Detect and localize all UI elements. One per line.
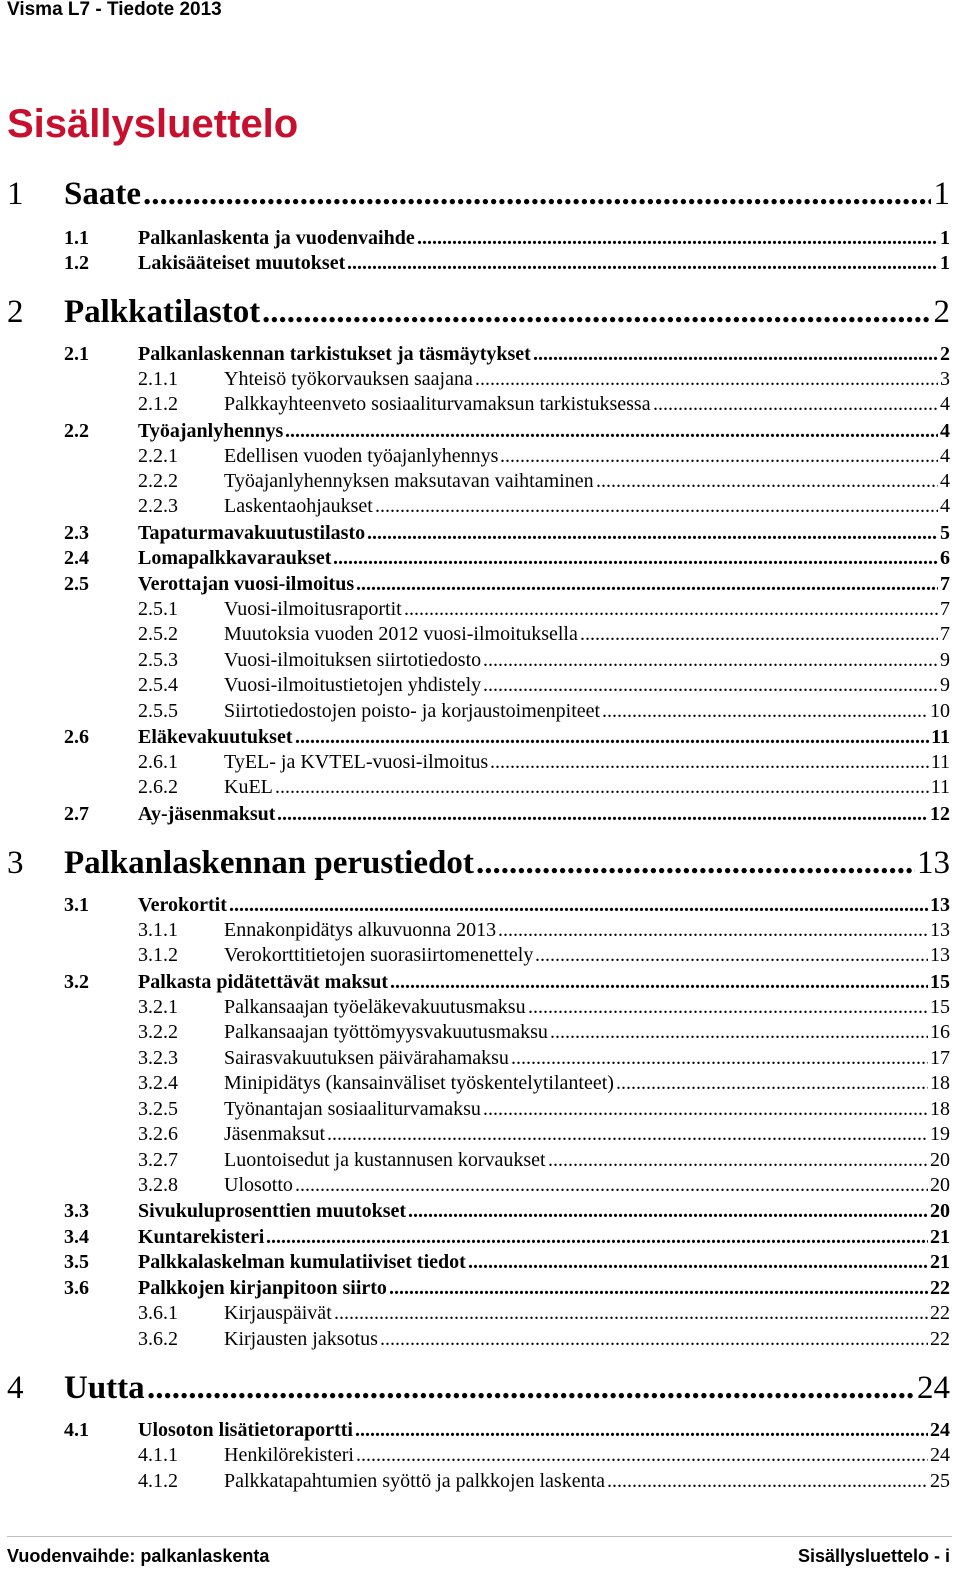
toc-entry-label: Lakisääteiset muutokset <box>138 252 346 274</box>
toc-entry-label: Lomapalkkavaraukset <box>138 547 332 569</box>
toc-entry-page: 4 <box>940 495 950 517</box>
toc-entry-page: 1 <box>940 227 950 249</box>
toc-entry-level-2[interactable] <box>64 971 950 995</box>
toc-dot-leader <box>390 971 928 994</box>
toc-entry-page: 15 <box>930 971 950 993</box>
toc-entry-level-3[interactable] <box>138 368 950 392</box>
toc-entry-level-3[interactable] <box>138 1021 950 1045</box>
toc-entry-number: 2.1.2 <box>138 393 178 415</box>
toc-dot-leader <box>333 547 938 570</box>
toc-entry-page: 22 <box>930 1328 950 1350</box>
toc-entry-number: 3.2.7 <box>138 1149 178 1171</box>
toc-entry-level-1[interactable] <box>7 845 950 885</box>
toc-entry-level-3[interactable] <box>138 1174 950 1198</box>
toc-entry-number: 3.2.4 <box>138 1072 178 1094</box>
toc-entry-level-3[interactable] <box>138 393 950 417</box>
toc-dot-leader <box>548 1149 928 1172</box>
toc-entry-number: 2.1.1 <box>138 368 178 390</box>
toc-entry-number: 3.6.1 <box>138 1302 178 1324</box>
toc-dot-leader <box>277 803 928 826</box>
toc-dot-leader <box>596 470 938 493</box>
toc-entry-label: Vuosi-ilmoituksen siirtotiedosto <box>224 649 482 671</box>
toc-dot-leader <box>375 495 938 518</box>
toc-entry-number: 4.1.2 <box>138 1470 178 1492</box>
toc-entry-label: Sairasvakuutuksen päivärahamaksu <box>224 1047 509 1069</box>
toc-dot-leader <box>483 649 938 672</box>
toc-entry-level-2[interactable] <box>64 420 950 444</box>
toc-dot-leader <box>528 996 928 1019</box>
toc-entry-page: 24 <box>930 1444 950 1466</box>
toc-entry-label: Ay-jäsenmaksut <box>138 803 276 825</box>
toc-entry-number: 4 <box>7 1370 24 1406</box>
toc-entry-label: Palkanlaskenta ja vuodenvaihde <box>138 227 415 249</box>
toc-entry-level-3[interactable] <box>138 623 950 647</box>
toc-entry-label: Palkansaajan työeläkevakuutusmaksu <box>224 996 526 1018</box>
toc-entry-number: 2 <box>7 294 24 330</box>
toc-dot-leader <box>347 252 938 275</box>
toc-entry-page: 4 <box>940 445 950 467</box>
toc-dot-leader <box>389 1277 928 1300</box>
toc-entry-number: 3.6.2 <box>138 1328 178 1350</box>
toc-entry-page: 1 <box>940 252 950 274</box>
toc-dot-leader <box>266 1226 928 1249</box>
toc-entry-number: 2.5.2 <box>138 623 178 645</box>
toc-entry-page: 22 <box>930 1302 950 1324</box>
toc-dot-leader <box>475 368 938 391</box>
toc-entry-page: 9 <box>940 674 950 696</box>
toc-entry-level-1[interactable] <box>7 176 950 216</box>
toc-dot-leader <box>404 598 938 621</box>
toc-entry-label: Sivukuluprosenttien muutokset <box>138 1200 407 1222</box>
toc-entry-number: 2.6.2 <box>138 776 178 798</box>
toc-dot-leader <box>262 294 931 331</box>
toc-entry-label: Työnantajan sosiaaliturvamaksu <box>224 1098 481 1120</box>
toc-entry-level-3[interactable] <box>138 1123 950 1147</box>
toc-entry-level-3[interactable] <box>138 776 950 800</box>
toc-entry-label: Vuosi-ilmoitustietojen yhdistely <box>224 674 482 696</box>
toc-entry-label: Uutta <box>64 1370 145 1406</box>
toc-dot-leader <box>275 776 929 799</box>
toc-entry-page: 16 <box>930 1021 950 1043</box>
toc-dot-leader <box>356 1444 928 1467</box>
toc-entry-label: Vuosi-ilmoitusraportit <box>224 598 402 620</box>
toc-entry-page: 17 <box>930 1047 950 1069</box>
toc-entry-level-3[interactable] <box>138 1470 950 1494</box>
toc-entry-page: 20 <box>930 1174 950 1196</box>
toc-dot-leader <box>535 944 928 967</box>
toc-entry-number: 3.1 <box>64 894 89 916</box>
toc-entry-page: 24 <box>917 1370 950 1406</box>
toc-dot-leader <box>483 1098 928 1121</box>
toc-entry-label: Palkansaajan työttömyysvakuutusmaksu <box>224 1021 548 1043</box>
toc-entry-label: Henkilörekisteri <box>224 1444 354 1466</box>
toc-dot-leader <box>602 700 928 723</box>
toc-entry-level-3[interactable] <box>138 1149 950 1173</box>
toc-entry-label: Tapaturmavakuutustilasto <box>138 522 366 544</box>
toc-entry-page: 4 <box>940 420 950 442</box>
toc-dot-leader <box>285 420 938 443</box>
toc-entry-level-2[interactable] <box>64 726 950 750</box>
toc-entry-level-2[interactable] <box>64 522 950 546</box>
toc-entry-page: 21 <box>930 1251 950 1273</box>
toc-entry-page: 24 <box>930 1419 950 1441</box>
toc-entry-page: 6 <box>940 547 950 569</box>
toc-entry-label: Verokorttitietojen suorasiirtomenettely <box>224 944 534 966</box>
toc-entry-level-3[interactable] <box>138 919 950 943</box>
toc-entry-label: Palkanlaskennan tarkistukset ja täsmäytykset <box>138 343 531 365</box>
toc-entry-number: 1 <box>7 176 24 212</box>
toc-dot-leader <box>468 1251 928 1274</box>
toc-entry-level-3[interactable] <box>138 445 950 469</box>
toc-entry-level-3[interactable] <box>138 944 950 968</box>
toc-entry-page: 13 <box>930 944 950 966</box>
toc-entry-number: 3.4 <box>64 1226 89 1248</box>
toc-entry-level-2[interactable] <box>64 343 950 367</box>
toc-dot-leader <box>607 1470 928 1493</box>
toc-entry-number: 2.4 <box>64 547 89 569</box>
toc-entry-number: 2.2.3 <box>138 495 178 517</box>
toc-entry-number: 2.1 <box>64 343 89 365</box>
toc-entry-level-3[interactable] <box>138 1047 950 1071</box>
toc-entry-number: 2.5 <box>64 573 89 595</box>
toc-entry-label: Palkasta pidätettävät maksut <box>138 971 389 993</box>
toc-entry-page: 25 <box>930 1470 950 1492</box>
toc-entry-page: 4 <box>940 470 950 492</box>
toc-entry-number: 2.6.1 <box>138 751 178 773</box>
toc-entry-number: 3 <box>7 845 24 881</box>
toc-entry-number: 3.2.1 <box>138 996 178 1018</box>
toc-entry-number: 3.2.5 <box>138 1098 178 1120</box>
toc-entry-number: 2.5.5 <box>138 700 178 722</box>
toc-entry-level-2[interactable] <box>64 1226 950 1250</box>
toc-entry-label: Ulosoton lisätietoraportti <box>138 1419 353 1441</box>
toc-entry-page: 3 <box>940 368 950 390</box>
toc-dot-leader <box>327 1123 928 1146</box>
toc-entry-level-3[interactable] <box>138 470 950 494</box>
toc-entry-page: 12 <box>930 803 950 825</box>
toc-entry-page: 18 <box>930 1072 950 1094</box>
toc-entry-page: 10 <box>930 700 950 722</box>
toc-entry-number: 2.5.1 <box>138 598 178 620</box>
toc-entry-label: Kirjausten jaksotus <box>224 1328 378 1350</box>
toc-entry-page: 22 <box>930 1277 950 1299</box>
toc-entry-number: 2.5.4 <box>138 674 178 696</box>
toc-entry-level-3[interactable] <box>138 495 950 519</box>
toc-entry-number: 3.2.8 <box>138 1174 178 1196</box>
toc-entry-label: Muutoksia vuoden 2012 vuosi-ilmoituksella <box>224 623 578 645</box>
toc-entry-page: 4 <box>940 393 950 415</box>
toc-dot-leader <box>476 845 915 882</box>
toc-entry-number: 2.6 <box>64 726 89 748</box>
toc-dot-leader <box>511 1047 928 1070</box>
toc-entry-label: Eläkevakuutukset <box>138 726 293 748</box>
toc-entry-page: 11 <box>930 751 950 773</box>
toc-entry-level-3[interactable] <box>138 1328 950 1352</box>
toc-entry-number: 3.2.2 <box>138 1021 178 1043</box>
toc-entry-level-1[interactable] <box>7 294 950 334</box>
toc-entry-label: Palkkatapahtumien syöttö ja palkkojen laskenta <box>224 1470 606 1492</box>
toc-entry-number: 2.3 <box>64 522 89 544</box>
toc-entry-level-1[interactable] <box>7 1370 950 1410</box>
toc-entry-level-2[interactable] <box>64 894 950 918</box>
toc-entry-level-2[interactable] <box>64 1251 950 1275</box>
toc-entry-label: TyEL- ja KVTEL-vuosi-ilmoitus <box>224 751 489 773</box>
toc-dot-leader <box>490 751 929 774</box>
footer-right-text: Sisällysluettelo - i <box>797 1546 950 1566</box>
toc-entry-number: 2.7 <box>64 803 89 825</box>
toc-dot-leader <box>500 445 938 468</box>
toc-entry-page: 11 <box>930 776 950 798</box>
toc-entry-page: 7 <box>940 598 950 620</box>
toc-entry-page: 20 <box>930 1149 950 1171</box>
toc-entry-label: KuEL <box>224 776 273 798</box>
toc-entry-label: Yhteisö työkorvauksen saajana <box>224 368 473 390</box>
toc-dot-leader <box>334 1302 928 1325</box>
toc-entry-level-3[interactable] <box>138 1444 950 1468</box>
toc-entry-number: 3.2 <box>64 971 89 993</box>
toc-entry-label: Työajanlyhennyksen maksutavan vaihtaminen <box>224 470 594 492</box>
toc-dot-leader <box>355 1419 928 1442</box>
toc-dot-leader <box>550 1021 928 1044</box>
toc-entry-number: 2.2.1 <box>138 445 178 467</box>
toc-entry-page: 19 <box>930 1123 950 1145</box>
toc-entry-level-2[interactable] <box>64 547 950 571</box>
toc-dot-leader <box>498 919 928 942</box>
toc-entry-level-2[interactable] <box>64 252 950 276</box>
toc-entry-label: Kuntarekisteri <box>138 1226 265 1248</box>
toc-entry-page: 1 <box>933 176 950 212</box>
page-title: Sisällysluettelo <box>7 102 299 146</box>
toc-entry-number: 2.2.2 <box>138 470 178 492</box>
toc-entry-level-2[interactable] <box>64 573 950 597</box>
toc-entry-number: 2.5.3 <box>138 649 178 671</box>
toc-entry-level-2[interactable] <box>64 227 950 251</box>
toc-entry-number: 3.2.3 <box>138 1047 178 1069</box>
toc-entry-label: Minipidätys (kansainväliset työskentelytilanteet) <box>224 1072 614 1094</box>
toc-entry-label: Saate <box>64 176 141 212</box>
toc-entry-page: 2 <box>933 294 950 330</box>
toc-entry-number: 1.1 <box>64 227 89 249</box>
toc-entry-page: 15 <box>930 996 950 1018</box>
toc-entry-label: Luontoisedut ja kustannusen korvaukset <box>224 1149 546 1171</box>
toc-entry-number: 3.5 <box>64 1251 89 1273</box>
toc-entry-label: Palkanlaskennan perustiedot <box>64 845 474 881</box>
toc-entry-label: Verottajan vuosi-ilmoitus <box>138 573 355 595</box>
toc-entry-label: Kirjauspäivät <box>224 1302 332 1324</box>
toc-entry-page: 13 <box>930 894 950 916</box>
toc-dot-leader <box>408 1200 928 1223</box>
toc-entry-level-3[interactable] <box>138 649 950 673</box>
toc-entry-level-2[interactable] <box>64 1200 950 1224</box>
toc-entry-level-2[interactable] <box>64 1419 950 1443</box>
toc-dot-leader <box>147 1370 915 1407</box>
toc-entry-page: 2 <box>940 343 950 365</box>
toc-dot-leader <box>295 1174 928 1197</box>
toc-entry-level-3[interactable] <box>138 598 950 622</box>
toc-entry-level-2[interactable] <box>64 803 950 827</box>
toc-entry-level-3[interactable] <box>138 674 950 698</box>
toc-entry-level-2[interactable] <box>64 1277 950 1301</box>
toc-entry-label: Palkkojen kirjanpitoon siirto <box>138 1277 387 1299</box>
toc-entry-page: 21 <box>930 1226 950 1248</box>
toc-dot-leader <box>483 674 938 697</box>
toc-dot-leader <box>653 393 938 416</box>
toc-entry-level-3[interactable] <box>138 700 950 724</box>
toc-entry-page: 18 <box>930 1098 950 1120</box>
toc-entry-label: Palkkayhteenveto sosiaaliturvamaksun tarkistuksessa <box>224 393 651 415</box>
toc-entry-level-3[interactable] <box>138 996 950 1020</box>
toc-dot-leader <box>533 343 938 366</box>
toc-entry-label: Edellisen vuoden työajanlyhennys <box>224 445 499 467</box>
toc-entry-page: 5 <box>940 522 950 544</box>
toc-entry-level-3[interactable] <box>138 751 950 775</box>
toc-entry-label: Verokortit <box>138 894 227 916</box>
toc-entry-page: 7 <box>940 623 950 645</box>
toc-entry-page: 7 <box>940 573 950 595</box>
toc-entry-label: Palkkatilastot <box>64 294 261 330</box>
toc-entry-number: 1.2 <box>64 252 89 274</box>
toc-entry-label: Siirtotiedostojen poisto- ja korjaustoimenpiteet <box>224 700 601 722</box>
toc-entry-page: 9 <box>940 649 950 671</box>
toc-dot-leader <box>367 522 938 545</box>
toc-entry-level-3[interactable] <box>138 1302 950 1326</box>
toc-dot-leader <box>229 894 928 917</box>
toc-dot-leader <box>295 726 929 749</box>
toc-entry-page: 13 <box>917 845 950 881</box>
toc-dot-leader <box>380 1328 928 1351</box>
toc-dot-leader <box>580 623 938 646</box>
running-header: Visma L7 - Tiedote 2013 <box>7 0 222 20</box>
footer-divider <box>7 1536 952 1537</box>
toc-entry-number: 3.2.6 <box>138 1123 178 1145</box>
toc-entry-number: 3.6 <box>64 1277 89 1299</box>
toc-dot-leader <box>417 227 938 250</box>
footer-left-text: Vuodenvaihde: palkanlaskenta <box>7 1546 270 1566</box>
toc-dot-leader <box>143 176 931 213</box>
toc-entry-level-3[interactable] <box>138 1072 950 1096</box>
toc-dot-leader <box>616 1072 928 1095</box>
toc-entry-number: 4.1 <box>64 1419 89 1441</box>
toc-entry-number: 3.1.2 <box>138 944 178 966</box>
toc-entry-page: 13 <box>930 919 950 941</box>
toc-entry-number: 3.1.1 <box>138 919 178 941</box>
toc-entry-level-3[interactable] <box>138 1098 950 1122</box>
toc-entry-label: Työajanlyhennys <box>138 420 284 442</box>
toc-entry-label: Laskentaohjaukset <box>224 495 373 517</box>
toc-entry-page: 20 <box>930 1200 950 1222</box>
toc-entry-number: 3.3 <box>64 1200 89 1222</box>
toc-entry-label: Jäsenmaksut <box>224 1123 326 1145</box>
toc-entry-number: 2.2 <box>64 420 89 442</box>
toc-entry-label: Ennakonpidätys alkuvuonna 2013 <box>224 919 497 941</box>
toc-entry-label: Palkkalaskelman kumulatiiviset tiedot <box>138 1251 466 1273</box>
toc-entry-label: Ulosotto <box>224 1174 293 1196</box>
toc-entry-number: 4.1.1 <box>138 1444 178 1466</box>
toc-dot-leader <box>356 573 938 596</box>
toc-entry-page: 11 <box>931 726 950 748</box>
